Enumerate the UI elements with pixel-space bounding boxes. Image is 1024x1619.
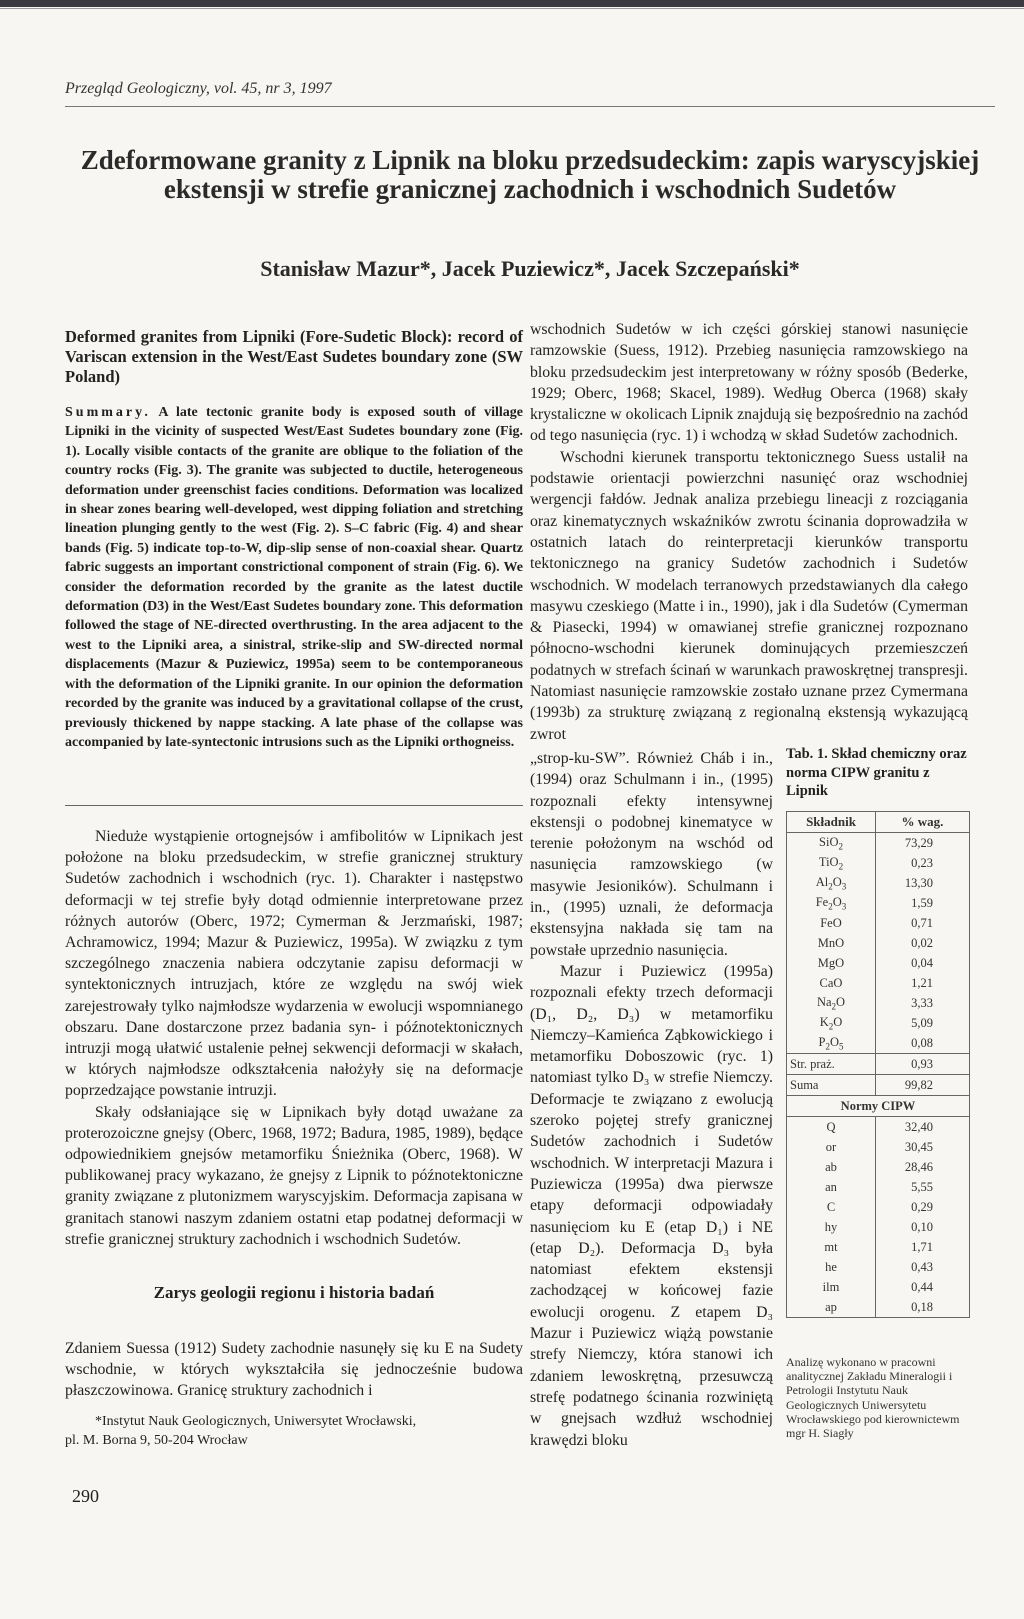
table-row — [787, 1075, 970, 1096]
component-value: 1,59 — [876, 893, 970, 913]
top-border — [0, 0, 1024, 7]
paragraph: Wschodni kierunek transportu tektonicznego Suess ustalił na podstawie orientacji powierzchni nasunięć oraz wschodniej wergencji fałdów. Jednak analiza przebiegu lineacji z rozciągania oraz kinematycznych wskaźników zwrotu ścinania doprowadziła w ostatnich latach do reinterpretacji kierunków transportu tektonicznego na granicy Sudetów zachodnich i Sudetów wschodnich. W modelach terranowych przedstawianych dla całego masywu czeskiego (Matte i in., 1990), jak i dla Sudetów (Cymerman & Piasecki, 1994) w omawianej strefie granicznej rozpoznano północno-wschodni kierunek dominujących przemieszczeń podatnych w strefach ścinań w warunkach prawoskrętnej transpresji. Natomiast nasunięcie ramzowskie zostało uznane przez Cymermana (1993b) za strukturę związaną z regionalną ekstensją wykazującą zwrot — [530, 448, 968, 743]
table-row — [787, 1177, 970, 1197]
summary-text: A late tectonic granite body is exposed south of village Lipniki in the vicinity of suspected West/East Sudetes boundary zone (Fig. 1). Locally visible contacts of the granite are oblique to the foliation of the country rocks (Fig. 3). The granite was subjected to ductile, heterogeneous deformation under greenschist facies conditions. Deformation was localized in shear zones bearing well-developed, west dipping foliation and stretching lineation plunging gently to the west (Fig. 2). S–C fabric (Fig. 4) and shear bands (Fig. 5) indicate top-to-W, dip-slip sense of non-coaxial shear. Quartz fabric suggests an important constrictional component of strain (Fig. 6). We consider the deformation recorded by the granite as the latest ductile deformation (D3) in the West/East Sudetes boundary zone. This deformation followed the stage of NE-directed overthrusting. In the area adjacent to the west to the Lipniki area, a sinistral, strike-slip and SW-directed normal displacements (Mazur & Puziewicz, 1995a) seem to be contemporaneous with the deformation of the Lipniki granite. In our opinion the deformation recorded by the granite was induced by a gravitational collapse of the crust, previously thickened by nappe stacking. A late phase of the collapse was accompanied by late-syntectonic intrusions such as the Lipniki orthogneiss. — [65, 405, 523, 750]
component-name: $Fe_2O_3$ — [787, 893, 876, 913]
component-value: 0,71 — [876, 913, 970, 933]
table-row — [787, 1096, 970, 1117]
footnote-line: *Instytut Nauk Geologicznych, Uniwersytet Wrocławski, — [95, 1414, 417, 1429]
intro-text — [65, 826, 523, 1250]
component-value: 5,09 — [876, 1013, 970, 1033]
journal-header: Przegląd Geologiczny, vol. 45, nr 3, 1997 — [65, 80, 332, 97]
norm-heading: Normy CIPW — [787, 1096, 970, 1117]
english-title: Deformed granites from Lipniki (Fore-Sudetic Block): record of Variscan extension in the West/East Sudetes boundary zone (SW Poland) — [65, 327, 523, 386]
table-row — [787, 1033, 970, 1054]
summary-label: Suma — [787, 1075, 876, 1096]
summary-label: Summary. — [65, 405, 151, 420]
component-name: C — [787, 1197, 876, 1217]
narrow-column-text — [530, 748, 773, 1451]
table-row — [787, 1237, 970, 1257]
table-row — [787, 1197, 970, 1217]
section-text — [65, 1322, 523, 1417]
component-name: MgO — [787, 953, 876, 973]
component-value: 0,10 — [876, 1217, 970, 1237]
component-name: FeO — [787, 913, 876, 933]
summary-value: 99,82 — [876, 1075, 970, 1096]
component-value: 1,71 — [876, 1237, 970, 1257]
table-caption: Tab. 1. Skład chemiczny oraz norma CIPW granitu z Lipnik — [786, 746, 967, 799]
component-value: 13,30 — [876, 873, 970, 893]
component-name: ilm — [787, 1277, 876, 1297]
component-name: $Al_2O_3$ — [787, 873, 876, 893]
summary-rule — [65, 805, 523, 806]
component-value: 0,18 — [876, 1297, 970, 1318]
paragraph: „strop-ku-SW”. Również Cháb i in., (1994) oraz Schulmann i in., (1995) rozpoznali efekty intensywnej ekstensji o podobnej kinematyce w terenie położonym na wschód od nasunięcia ramzowskiego (w masywie Jesioników). Schulmann i in., (1995) uznali, że deformacja ekstensyjna nakłada się tam na powstałe uprzednio nasunięcia. — [530, 750, 773, 959]
table-row — [787, 833, 970, 854]
table-row — [787, 1137, 970, 1157]
table-row — [787, 933, 970, 953]
table-row — [787, 1277, 970, 1297]
table-header-weight: % wag. — [876, 812, 970, 833]
article-title: Zdeformowane granity z Lipnik na bloku przedsudeckim: zapis waryscyjskiej ekstensji w strefie granicznej zachodnich i wschodnich Sudetów — [80, 145, 980, 204]
component-value: 32,40 — [876, 1117, 970, 1138]
component-name: $Na_2O$ — [787, 993, 876, 1013]
table-row — [787, 913, 970, 933]
component-name: $P_2O_5$ — [787, 1033, 876, 1054]
paragraph: Zdaniem Suessa (1912) Sudety zachodnie nasunęły się ku E na Sudety wschodnie, w których wykształciła się jednocześnie budowa płaszczowinowa. Granicę struktury zachodnich i — [65, 1339, 523, 1400]
component-value: 0,29 — [876, 1197, 970, 1217]
table-row — [787, 953, 970, 973]
summary-value: 0,93 — [876, 1054, 970, 1075]
component-name: Q — [787, 1117, 876, 1138]
component-value: 30,45 — [876, 1137, 970, 1157]
paragraph: Mazur i Puziewicz (1995a) rozpoznali efekty trzech deformacji (D₁, D₂, D₃) w metamorfiku Niemczy–Kamieńca Ząbkowickiego i metamorfiku Doboszowic (ryc. 1) natomiast tylko D₃ w strefie Niemczy. Deformacje te związano z ewolucją szeroko pojętej strefy granicznej Sudetów zachodnich i Sudetów wschodnich. W interpretacji Mazura i Puziewicza (1995a) dwa pierwsze etapy deformacji odpowiadały nasunięciom ku E (etap D₁) i NE (etap D₂). Deformacja D₃ była natomiast efektem ekstensji zachodzącej w końcowej fazie ewolucji orogenu. Z etapem D₃ Mazur i Puziewicz wiążą powstanie strefy Niemczy, która stanowi ich zdaniem lewoskrętną, przesuwczą strefę podatnego ścinania rozwiniętą w gnejsach wzdłuż wschodniej krawędzi bloku — [530, 962, 773, 1449]
table-row — [787, 1054, 970, 1075]
component-value: 0,23 — [876, 853, 970, 873]
component-value: 5,55 — [876, 1177, 970, 1197]
component-value: 3,33 — [876, 993, 970, 1013]
component-name: or — [787, 1137, 876, 1157]
table-row — [787, 1217, 970, 1237]
component-value: 0,08 — [876, 1033, 970, 1054]
component-name: SiO$_2$ — [787, 833, 876, 854]
component-name: ab — [787, 1157, 876, 1177]
paragraph: Skały odsłaniające się w Lipnikach były dotąd uważane za proterozoiczne gnejsy (Oberc, 1968, 1972; Badura, 1985, 1989), będące odpowiednikiem gnejsów metamorfiku Śnieżnika (Oberc, 1968). W publikowanej pracy wykazano, że gnejsy z Lipnik to późnotektoniczne granity związane z plutonizmem waryscyjskim. Deformacja zapisana w granitach stanowi naszym zdaniem ostatni etap podatnej deformacji w strefie granicznej struktury zachodnich i wschodnich Sudetów. — [65, 1103, 523, 1248]
component-name: hy — [787, 1217, 876, 1237]
component-name: he — [787, 1257, 876, 1277]
paragraph: Nieduże wystąpienie ortognejsów i amfibolitów w Lipnikach jest położone na bloku przedsudeckim, w strefie granicznej struktury Sudetów zachodnich i wschodnich (ryc. 1). Charakter i następstwo deformacji w tej strefie były dotąd odmiennie interpretowane przez różnych autorów (Oberc, 1972; Cymerman & Jerzmański, 1987; Achramowicz, 1994; Mazur & Puziewicz, 1995a). W związku z tym szczególnego znaczenia nabiera odczytanie zapisu deformacji w syntektonicznych intruzjach, które ze względu na swój wiek zarejestrowały tylko najmłodsze wydarzenia w ewolucji wspomnianego obszaru. Dane dostarczone przez badania syn- i późnotektonicznych intruzji mogą ułatwić ustalenie pełnej sekwencji deformacji w skałach, w których najmłodsze odkształcenia nałożyły się na deformacje poprzedzające powstanie intruzji. — [65, 828, 523, 1100]
right-column-text — [530, 319, 968, 745]
component-name: ap — [787, 1297, 876, 1318]
page-number: 290 — [72, 1486, 99, 1506]
table-header-component: Składnik — [787, 812, 876, 833]
top-border-thin — [0, 8, 1024, 9]
header-rule — [65, 106, 995, 107]
table-row — [787, 1257, 970, 1277]
chemical-composition-table — [786, 811, 970, 1318]
table-row — [787, 1157, 970, 1177]
table-row — [787, 853, 970, 873]
component-value: 1,21 — [876, 973, 970, 993]
component-value: 0,43 — [876, 1257, 970, 1277]
component-value: 0,04 — [876, 953, 970, 973]
table-row — [787, 893, 970, 913]
table-row — [787, 1297, 970, 1318]
table-row — [787, 993, 970, 1013]
component-name: $K_2O$ — [787, 1013, 876, 1033]
component-name: mt — [787, 1237, 876, 1257]
component-value: 28,46 — [876, 1157, 970, 1177]
footnote — [65, 1412, 523, 1450]
component-value: 73,29 — [876, 833, 970, 854]
section-heading: Zarys geologii regionu i historia badań — [153, 1283, 435, 1302]
paragraph: wschodnich Sudetów w ich części górskiej stanowi nasunięcie ramzowskie (Suess, 1912). Przebieg nasunięcia ramzowskiego na bloku przedsudeckim jest interpretowany w różny sposób (Bederke, 1929; Oberc, 1968; Skacel, 1989). Według Oberca (1968) skały krystaliczne w okolicach Lipnik znajdują się bezpośrednio na zachód od tego nasunięcia (ryc. 1) i wchodzą w skład Sudetów zachodnich. — [530, 321, 968, 445]
table-row — [787, 1117, 970, 1138]
english-summary — [65, 403, 523, 752]
footnote-line: pl. M. Borna 9, 50-204 Wrocław — [65, 1433, 248, 1448]
table-row — [787, 873, 970, 893]
component-value: 0,02 — [876, 933, 970, 953]
table-row — [787, 1013, 970, 1033]
article-authors: Stanisław Mazur*, Jacek Puziewicz*, Jacek Szczepański* — [260, 256, 800, 281]
table-row — [787, 973, 970, 993]
summary-label: Str. praż. — [787, 1054, 876, 1075]
component-name: TiO$_2$ — [787, 853, 876, 873]
table-note: Analizę wykonano w pracowni analitycznej Zakładu Mineralogii i Petrologii Instytutu Nauk Geologicznych Uniwersytetu Wrocławskiego pod kierownictewm mgr H. Siagły — [786, 1355, 960, 1441]
component-name: MnO — [787, 933, 876, 953]
component-name: CaO — [787, 973, 876, 993]
component-value: 0,44 — [876, 1277, 970, 1297]
component-name: an — [787, 1177, 876, 1197]
